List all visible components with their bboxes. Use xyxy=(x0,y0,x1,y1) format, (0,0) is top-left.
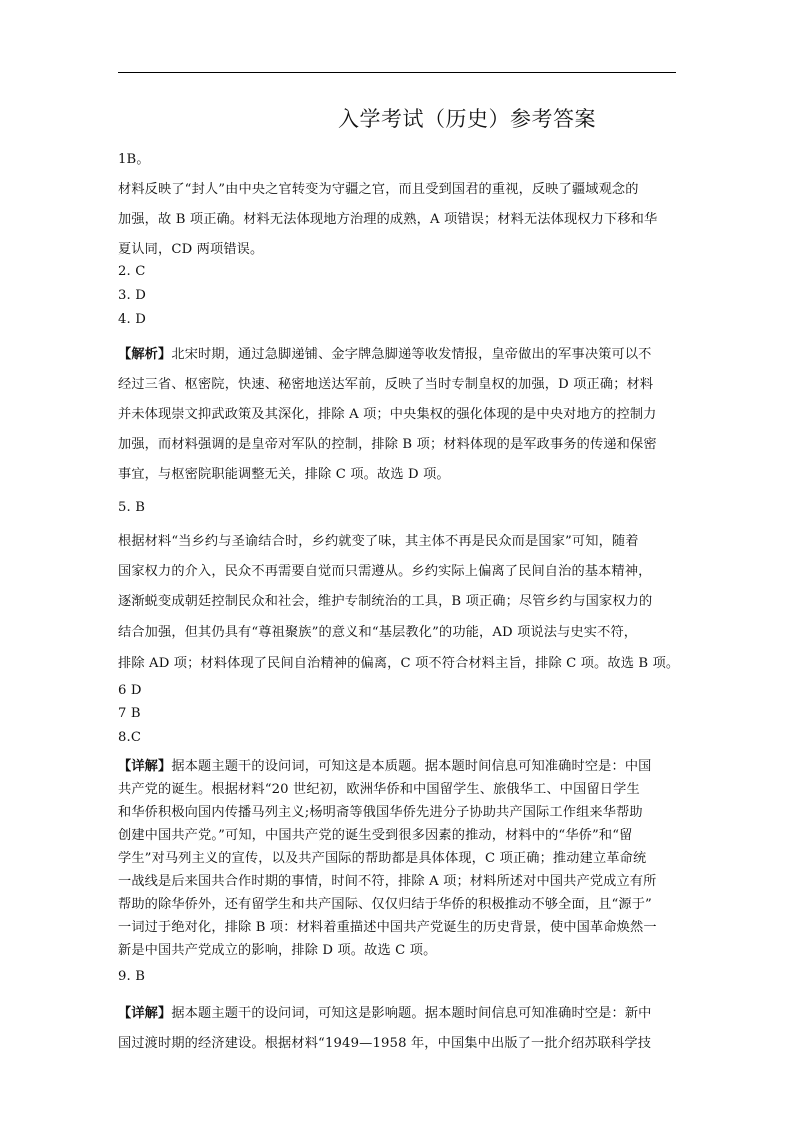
detail-tag: 【详解】 xyxy=(118,1006,172,1021)
answer-4: 4. D xyxy=(118,312,146,327)
text-line: 材料反映了“封人”由中央之官转变为守疆之官，而且受到国君的重视，反映了疆域观念的 xyxy=(118,182,639,197)
text-line: 排除 AD 项；材料体现了民间自治精神的偏离，C 项不符合材料主旨，排除 C 项。故选 B 项。 xyxy=(118,656,680,671)
answer-5: 5. B xyxy=(118,500,146,515)
text-line: 新是中国共产党成立的影响，排除 D 项。故选 C 项。 xyxy=(118,943,437,958)
text-line: 和华侨积极向国内传播马列主义;杨明斋等俄国华侨先进分子协助共产国际工作组来华帮助 xyxy=(118,805,643,820)
header-rule xyxy=(118,72,676,73)
text-line: 一战线是后来国共合作时期的事情，时间不符，排除 A 项；材料所述对中国共产党成立有所 xyxy=(118,874,657,889)
text-line: 国过渡时期的经济建设。根据材料“1949—1958 年，中国集中出版了一批介绍苏联科学技 xyxy=(118,1036,652,1051)
text-line: 共产党的诞生。根据材料“20 世纪初，欧洲华侨和中国留学生、旅俄华工、中国留日学生 xyxy=(118,782,640,797)
text-line: 【详解】据本题主题干的设问词，可知这是本质题。据本题时间信息可知准确时空是：中国 xyxy=(118,759,652,774)
text-line: 逐渐蜕变成朝廷控制民众和社会，维护专制统治的工具，B 项正确；尽管乡约与国家权力的 xyxy=(118,594,653,609)
text-line: 【解析】北宋时期，通过急脚递铺、金字牌急脚递等收发情报，皇帝做出的军事决策可以不 xyxy=(118,347,652,362)
text-line: 事宜，与枢密院职能调整无关，排除 C 项。故选 D 项。 xyxy=(118,467,450,482)
answer-3: 3. D xyxy=(118,288,146,303)
text-line: 加强，而材料强调的是皇帝对军队的控制，排除 B 项；材料体现的是军政事务的传递和保密 xyxy=(118,437,657,452)
text-line: 经过三省、枢密院，快速、秘密地送达军前，反映了当时专制皇权的加强，D 项正确；材料 xyxy=(118,377,654,392)
text-line: 学生”对马列主义的宣传，以及共产国际的帮助都是具体体现，C 项正确；推动建立革命统 xyxy=(118,851,647,866)
text-line: 结合加强，但其仍具有“尊祖聚族”的意义和“基层教化”的功能，AD 项说法与史实不符， xyxy=(118,625,638,640)
answer-6: 6 D xyxy=(118,683,142,698)
text-line: 加强，故 B 项正确。材料无法体现地方治理的成熟，A 项错误；材料无法体现权力下移和华 xyxy=(118,212,658,227)
text-line: 夏认同，CD 两项错误。 xyxy=(118,242,264,257)
text-line: 根据材料“当乡约与圣谕结合时，乡约就变了味，其主体不再是民众而是国家”可知，随着 xyxy=(118,534,639,549)
text-line: 一词过于绝对化，排除 B 项：材料着重描述中国共产党诞生的历史背景，使中国革命焕然一 xyxy=(118,920,657,935)
answer-9: 9. B xyxy=(118,969,146,984)
answer-1: 1B。 xyxy=(118,152,150,167)
analysis-tag: 【解析】 xyxy=(118,347,172,362)
text-line: 并未体现崇文抑武政策及其深化，排除 A 项；中央集权的强化体现的是中央对地方的控制力 xyxy=(118,407,657,422)
answer-7: 7 B xyxy=(118,706,141,721)
page-title: 入学考试（历史）参考答案 xyxy=(338,107,596,131)
text-line: 【详解】据本题主题干的设问词，可知这是影响题。据本题时间信息可知准确时空是：新中 xyxy=(118,1006,652,1021)
text-line: 国家权力的介入，民众不再需要自觉而只需遵从。乡约实际上偏离了民间自治的基本精神， xyxy=(118,564,652,579)
text-line: 创建中国共产党。”可知，中国共产党的诞生受到很多因素的推动，材料中的“华侨”和“留 xyxy=(118,828,633,843)
text-line: 帮助的除华侨外，还有留学生和共产国际、仅仅归结于华侨的积极推动不够全面，且“源于” xyxy=(118,897,652,912)
answer-8: 8.C xyxy=(118,730,142,745)
answer-2: 2. C xyxy=(118,264,146,279)
detail-tag: 【详解】 xyxy=(118,759,172,774)
